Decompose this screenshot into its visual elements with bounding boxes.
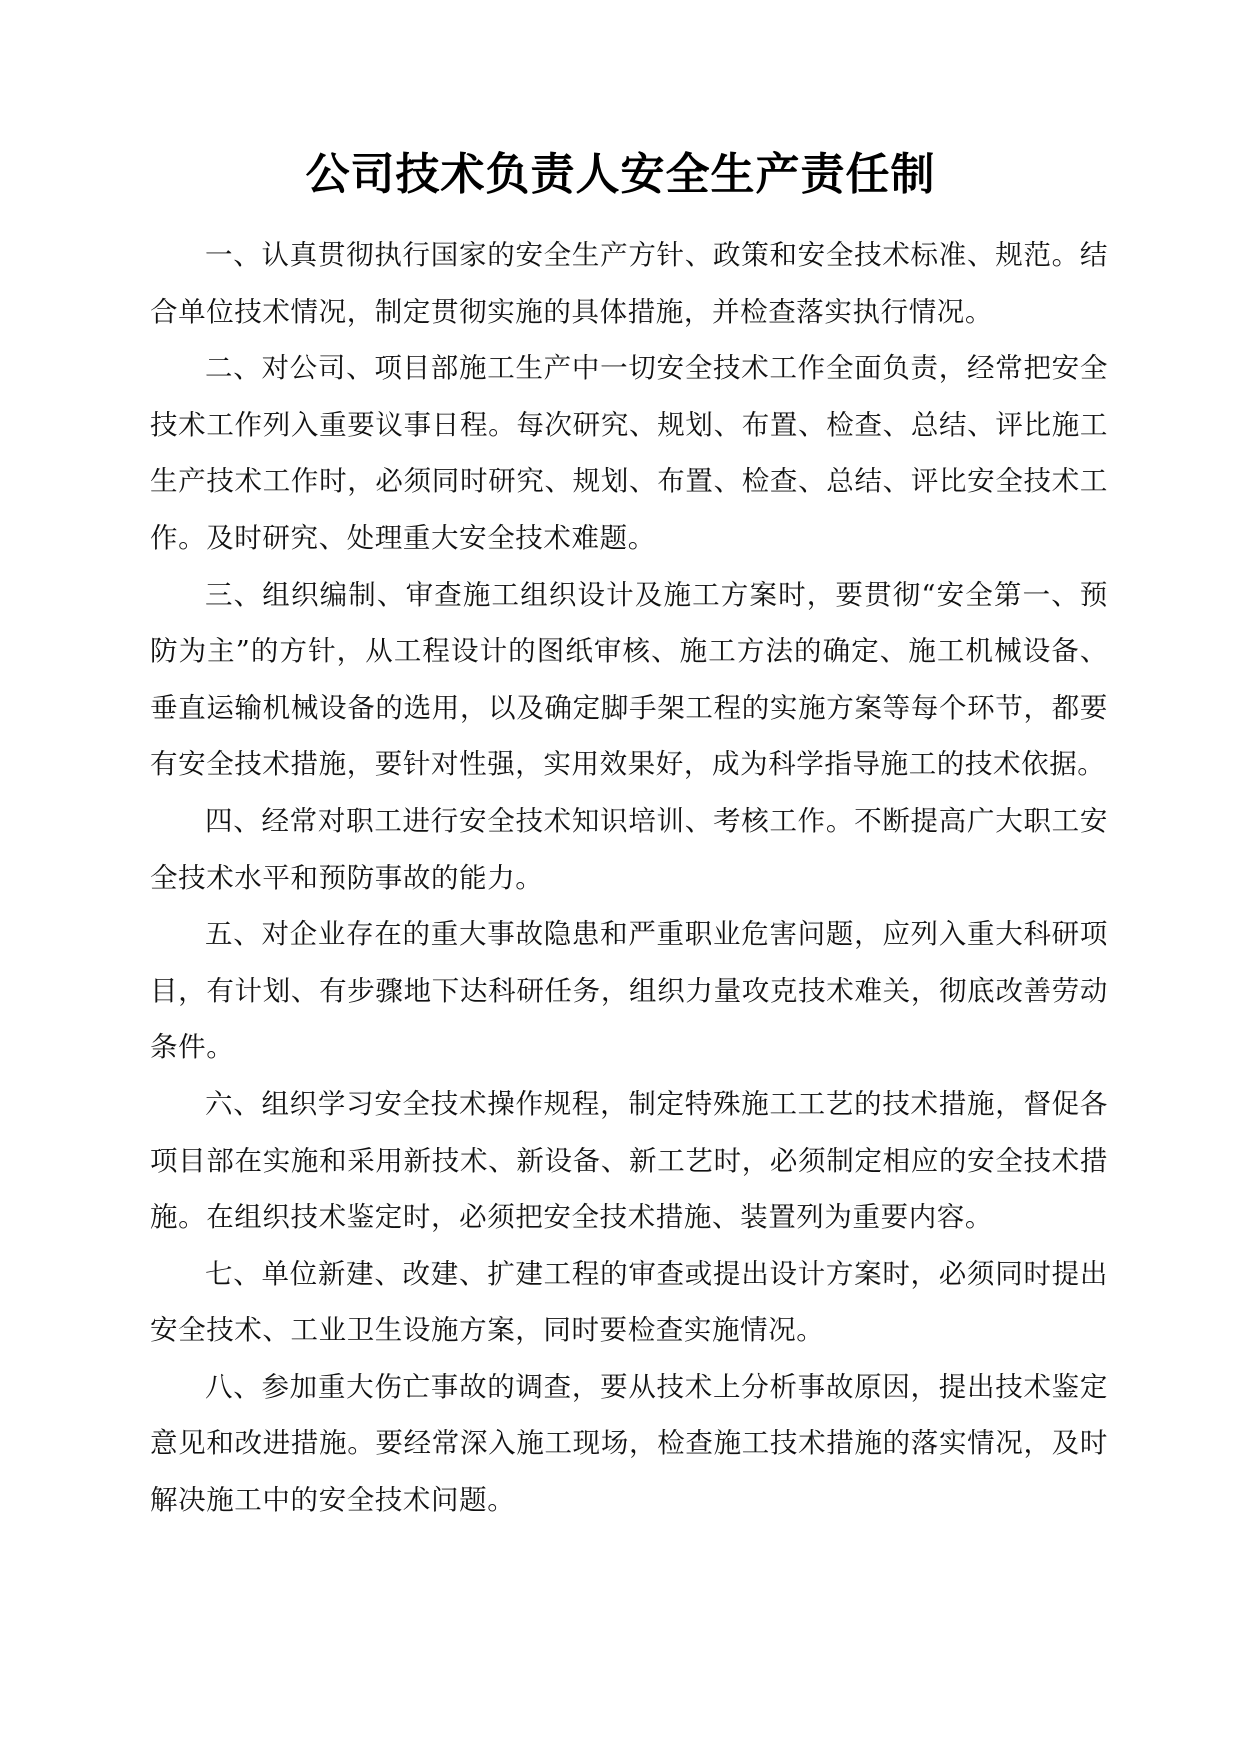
paragraph-1: 一、认真贯彻执行国家的安全生产方针、政策和安全技术标准、规范。结合单位技术情况，制定贯彻实施的具体措施，并检查落实执行情况。 xyxy=(150,239,1108,328)
paragraph-5: 五、对企业存在的重大事故隐患和严重职业危害问题，应列入重大科研项目，有计划、有步骤地下达科研任务，组织力量攻克技术难关，彻底改善劳动条件。 xyxy=(150,918,1108,1064)
paragraph-7: 七、单位新建、改建、扩建工程的审查或提出设计方案时，必须同时提出安全技术、工业卫生设施方案，同时要检查实施情况。 xyxy=(150,1257,1108,1347)
paragraph-6: 六、组织学习安全技术操作规程，制定特殊施工工艺的技术措施，督促各项目部在实施和采用新技术、新设备、新工艺时，必须制定相应的安全技术措施。在组织技术鉴定时，必须把安全技术措施、装置列为重要内容。 xyxy=(150,1087,1108,1234)
document-title: 公司技术负责人安全生产责任制 xyxy=(305,149,936,200)
paragraph-3: 三、组织编制、审查施工组织设计及施工方案时，要贯彻“安全第一、预防为主”的方针，从工程设计的图纸审核、施工方法的确定、施工机械设备、垂直运输机械设备的选用，以及确定脚手架工程的实施方案等每个环节，都要有安全技术措施，要针对性强，实用效果好，成为科学指导施工的技术依据。 xyxy=(150,578,1108,781)
paragraph-8: 八、参加重大伤亡事故的调查，要从技术上分析事故原因，提出技术鉴定意见和改进措施。要经常深入施工现场，检查施工技术措施的落实情况，及时解决施工中的安全技术问题。 xyxy=(150,1370,1108,1517)
paragraph-4: 四、经常对职工进行安全技术知识培训、考核工作。不断提高广大职工安全技术水平和预防事故的能力。 xyxy=(150,804,1108,894)
paragraph-2: 二、对公司、项目部施工生产中一切安全技术工作全面负责，经常把安全技术工作列入重要议事日程。每次研究、规划、布置、检查、总结、评比施工生产技术工作时，必须同时研究、规划、布置、检查、总结、评比安全技术工作。及时研究、处理重大安全技术难题。 xyxy=(150,352,1108,554)
document-body xyxy=(150,227,1108,1529)
